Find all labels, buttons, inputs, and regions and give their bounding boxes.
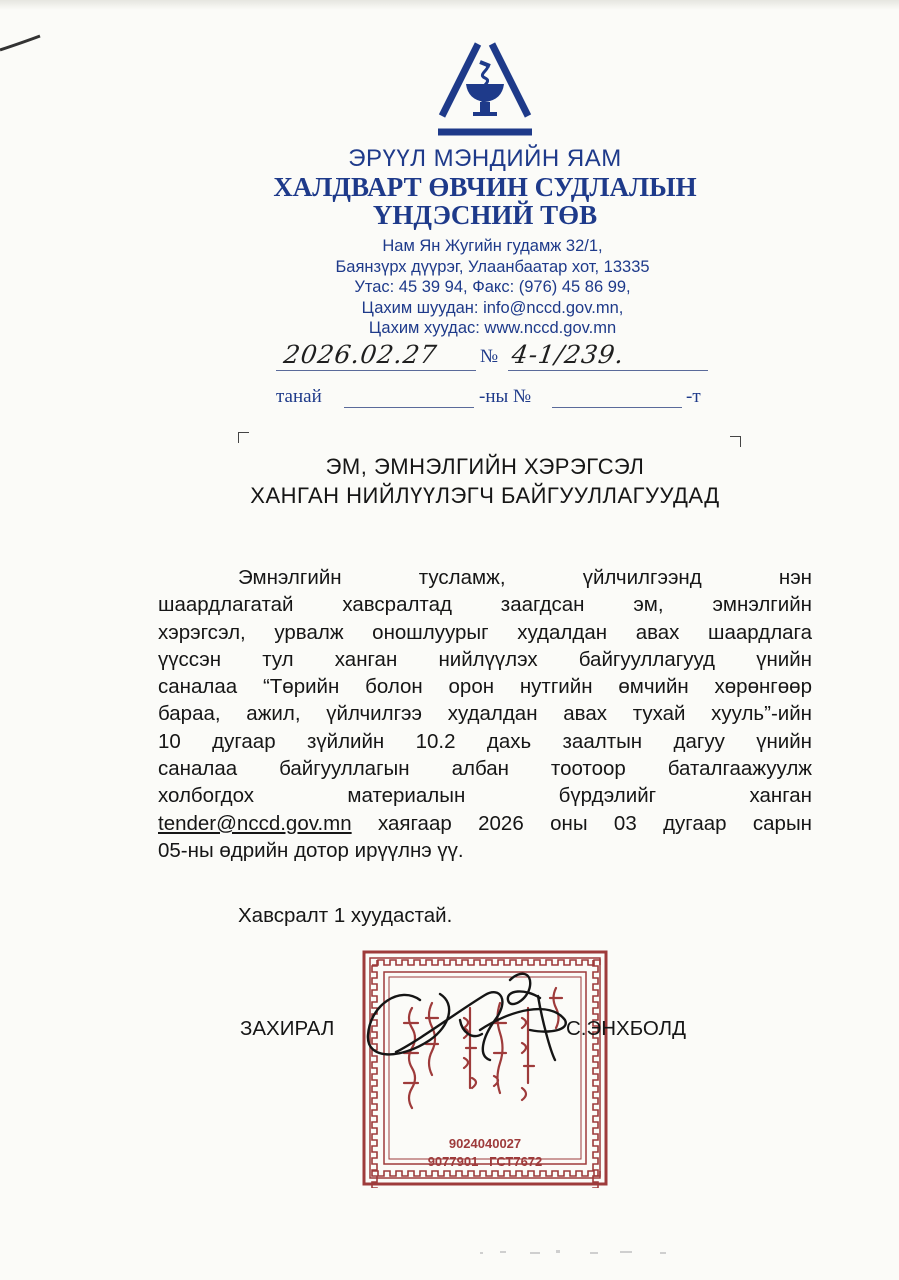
center-name-line2: ҮНДЭСНИЙ ТӨВ <box>372 200 598 230</box>
body-line: саналаа байгууллагын албан тоотоор баталгаажуулж <box>158 757 812 781</box>
number-sign: № <box>480 346 499 367</box>
body-line: 10 дугаар зүйлийн 10.2 дахь заалтын дагуу үнийн <box>158 729 812 753</box>
ministry-name: ЭРҮҮЛ МЭНДИЙН ЯАМ <box>348 145 622 172</box>
body-line-with-email <box>158 810 812 837</box>
attachment-note: Хавсралт 1 хуудастай. <box>238 904 453 927</box>
web-line: Цахим хуудас: www.nccd.gov.mn <box>368 319 617 337</box>
signatory-title: ЗАХИРАЛ <box>240 1017 335 1040</box>
page-top-edge <box>0 0 899 10</box>
reference-line <box>276 386 716 410</box>
body-line: саналаа “Төрийн болон орон нутгийн өмчийн хөрөнгөөр <box>158 675 812 699</box>
signatory-name: С.ЭНХБОЛД <box>566 1017 686 1040</box>
address-line1: Нам Ян Жугийн гудамж 32/1, <box>382 237 603 255</box>
bottom-edge-marks <box>470 1246 700 1256</box>
reference-number-blank <box>552 407 682 408</box>
body-line: бараа, ажил, үйлчилгээ худалдан авах тухай хууль”-ийн <box>158 702 812 726</box>
letter-body <box>158 564 812 864</box>
phone-line: Утас: 45 39 94, Факс: (976) 45 86 99, <box>354 278 631 296</box>
registration-line <box>272 336 712 376</box>
address-corner-left <box>238 432 249 443</box>
tender-email-link[interactable]: tender@nccd.gov.mn <box>158 811 352 835</box>
address-corner-right <box>730 436 741 447</box>
pen-stroke-mark <box>0 30 50 54</box>
body-text-after-email: хаягаар 2026 оны 03 дугаар сарын <box>351 811 812 835</box>
reference-middle: -ны № <box>479 386 532 407</box>
body-line: үүссэн тул ханган нийлүүлэх байгууллагууд үнийн <box>158 647 812 671</box>
email-line: Цахим шуудан: info@nccd.gov.mn, <box>361 299 624 317</box>
stamp-number2: 9077901 ГСТ7672 <box>427 1154 543 1169</box>
address-line2: Баянзүрх дүүрэг, Улаанбаатар хот, 13335 <box>335 258 650 276</box>
reference-prefix: танай <box>276 386 322 407</box>
body-line: шаардлагатай хавсралтад заагдсан эм, эмнэлгийн <box>158 593 812 617</box>
number-underline <box>508 370 708 371</box>
stamp-number1: 9024040027 <box>448 1136 522 1151</box>
handwritten-date: 2026.02.27 <box>281 340 440 369</box>
addressee-line1: ЭМ, ЭМНЭЛГИЙН ХЭРЭГСЭЛ <box>325 454 645 479</box>
handwritten-signature <box>360 960 590 1080</box>
reference-suffix: -т <box>686 386 701 407</box>
center-name-line1: ХАЛДВАРТ ӨВЧИН СУДЛАЛЫН <box>273 172 697 202</box>
body-line: хэрэгсэл, урвалж оношлуурыг худалдан авах шаардлага <box>158 620 812 644</box>
body-line: Эмнэлгийн тусламж, үйлчилгээнд нэн <box>238 566 812 589</box>
body-last-line: 05-ны өдрийн дотор ирүүлнэ үү. <box>158 838 464 862</box>
date-underline <box>276 370 476 371</box>
bowl-of-hygieia-triangle-icon <box>430 36 540 140</box>
addressee-line2: ХАНГАН НИЙЛҮҮЛЭГЧ БАЙГУУЛЛАГУУДАД <box>250 483 720 508</box>
reference-date-blank <box>344 407 474 408</box>
handwritten-number: 4-1/239. <box>509 340 627 369</box>
body-line: холбогдох материалын бүрдэлийг ханган <box>158 784 812 808</box>
